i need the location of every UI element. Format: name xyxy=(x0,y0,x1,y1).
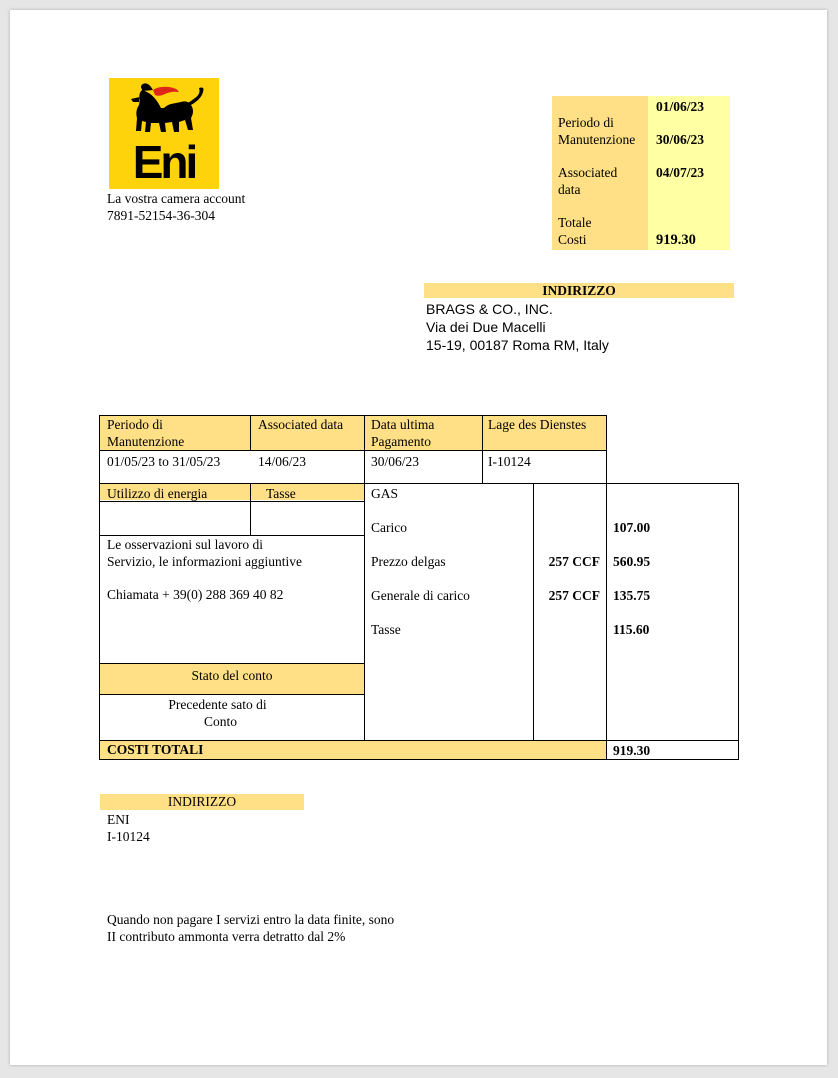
account-number: 7891-52154-36-304 xyxy=(107,208,215,223)
charge-label: Prezzo delgas xyxy=(371,554,446,569)
th-service-location: Lage des Dienstes xyxy=(488,417,587,432)
footer-line-1: Quando non pagare I servizi entro la data finite, sono xyxy=(107,912,395,927)
charge-amount: 135.75 xyxy=(613,588,651,603)
total-value: 919.30 xyxy=(613,743,651,758)
th-last-payment-2: Pagamento xyxy=(371,434,431,449)
summary-total-value: 919.30 xyxy=(656,232,696,248)
energy-usage-label: Utilizzo di energia xyxy=(107,486,208,501)
th-period-1: Periodo di xyxy=(107,417,163,432)
address2-header: INDIRIZZO xyxy=(100,794,304,810)
address2-line-2: I-10124 xyxy=(107,829,150,844)
notes-line-2: Servizio, le informazioni aggiuntive xyxy=(107,554,302,569)
footer-note xyxy=(107,911,394,945)
summary-associated-value: 04/07/23 xyxy=(656,165,705,180)
td-last-payment: 30/06/23 xyxy=(371,454,420,469)
address-header: INDIRIZZO xyxy=(424,283,734,298)
charge-label: Tasse xyxy=(371,622,401,637)
notes-line-1: Le osservazioni sul lavoro di xyxy=(107,537,263,552)
address-line-2: Via dei Due Macelli xyxy=(426,319,546,335)
invoice-page xyxy=(10,10,827,1065)
total-label: COSTI TOTALI xyxy=(107,742,204,757)
address-line-1: BRAGS & CO., INC. xyxy=(426,301,553,317)
footer-line-2: II contributo ammonta verra detratto dal 2% xyxy=(107,929,346,944)
account-label: La vostra camera account xyxy=(107,191,246,206)
th-last-payment-1: Data ultima xyxy=(371,417,435,432)
address2-block xyxy=(107,811,150,845)
phone-number: Chiamata + 39(0) 288 369 40 82 xyxy=(107,587,284,602)
account-status-label: Stato del conto xyxy=(191,668,273,683)
summary-associated-label-2: data xyxy=(558,182,581,197)
charge-label: Generale di carico xyxy=(371,588,470,603)
summary-period-label-2: Manutenzione xyxy=(558,132,636,147)
summary-associated-label-1: Associated xyxy=(558,165,618,180)
summary-period-label-1: Periodo di xyxy=(558,115,614,130)
charge-label: Carico xyxy=(371,520,407,535)
charge-amount: 107.00 xyxy=(613,520,651,535)
gas-label: GAS xyxy=(371,486,399,501)
th-period-2: Manutenzione xyxy=(107,434,185,449)
billing-table xyxy=(10,10,827,810)
summary-period-from: 01/06/23 xyxy=(656,99,705,114)
charge-qty: 257 CCF xyxy=(548,588,600,603)
td-associated: 14/06/23 xyxy=(258,454,307,469)
th-associated: Associated data xyxy=(258,417,344,432)
taxes-label: Tasse xyxy=(266,486,296,501)
charge-qty: 257 CCF xyxy=(548,554,600,569)
previous-status-2: Conto xyxy=(203,714,237,729)
charge-amount: 115.60 xyxy=(613,622,650,637)
charge-amount: 560.95 xyxy=(613,554,651,569)
td-service-location: I-10124 xyxy=(488,454,531,469)
summary-total-label-1: Totale xyxy=(558,215,592,230)
brand-name: Eni xyxy=(132,136,196,188)
address-line-3: 15-19, 00187 Roma RM, Italy xyxy=(426,337,609,353)
summary-period-to: 30/06/23 xyxy=(656,132,705,147)
address2-line-1: ENI xyxy=(107,812,130,827)
summary-total-label-2: Costi xyxy=(558,232,587,247)
previous-status-1: Precedente sato di xyxy=(168,697,267,712)
td-period: 01/05/23 to 31/05/23 xyxy=(107,454,221,469)
